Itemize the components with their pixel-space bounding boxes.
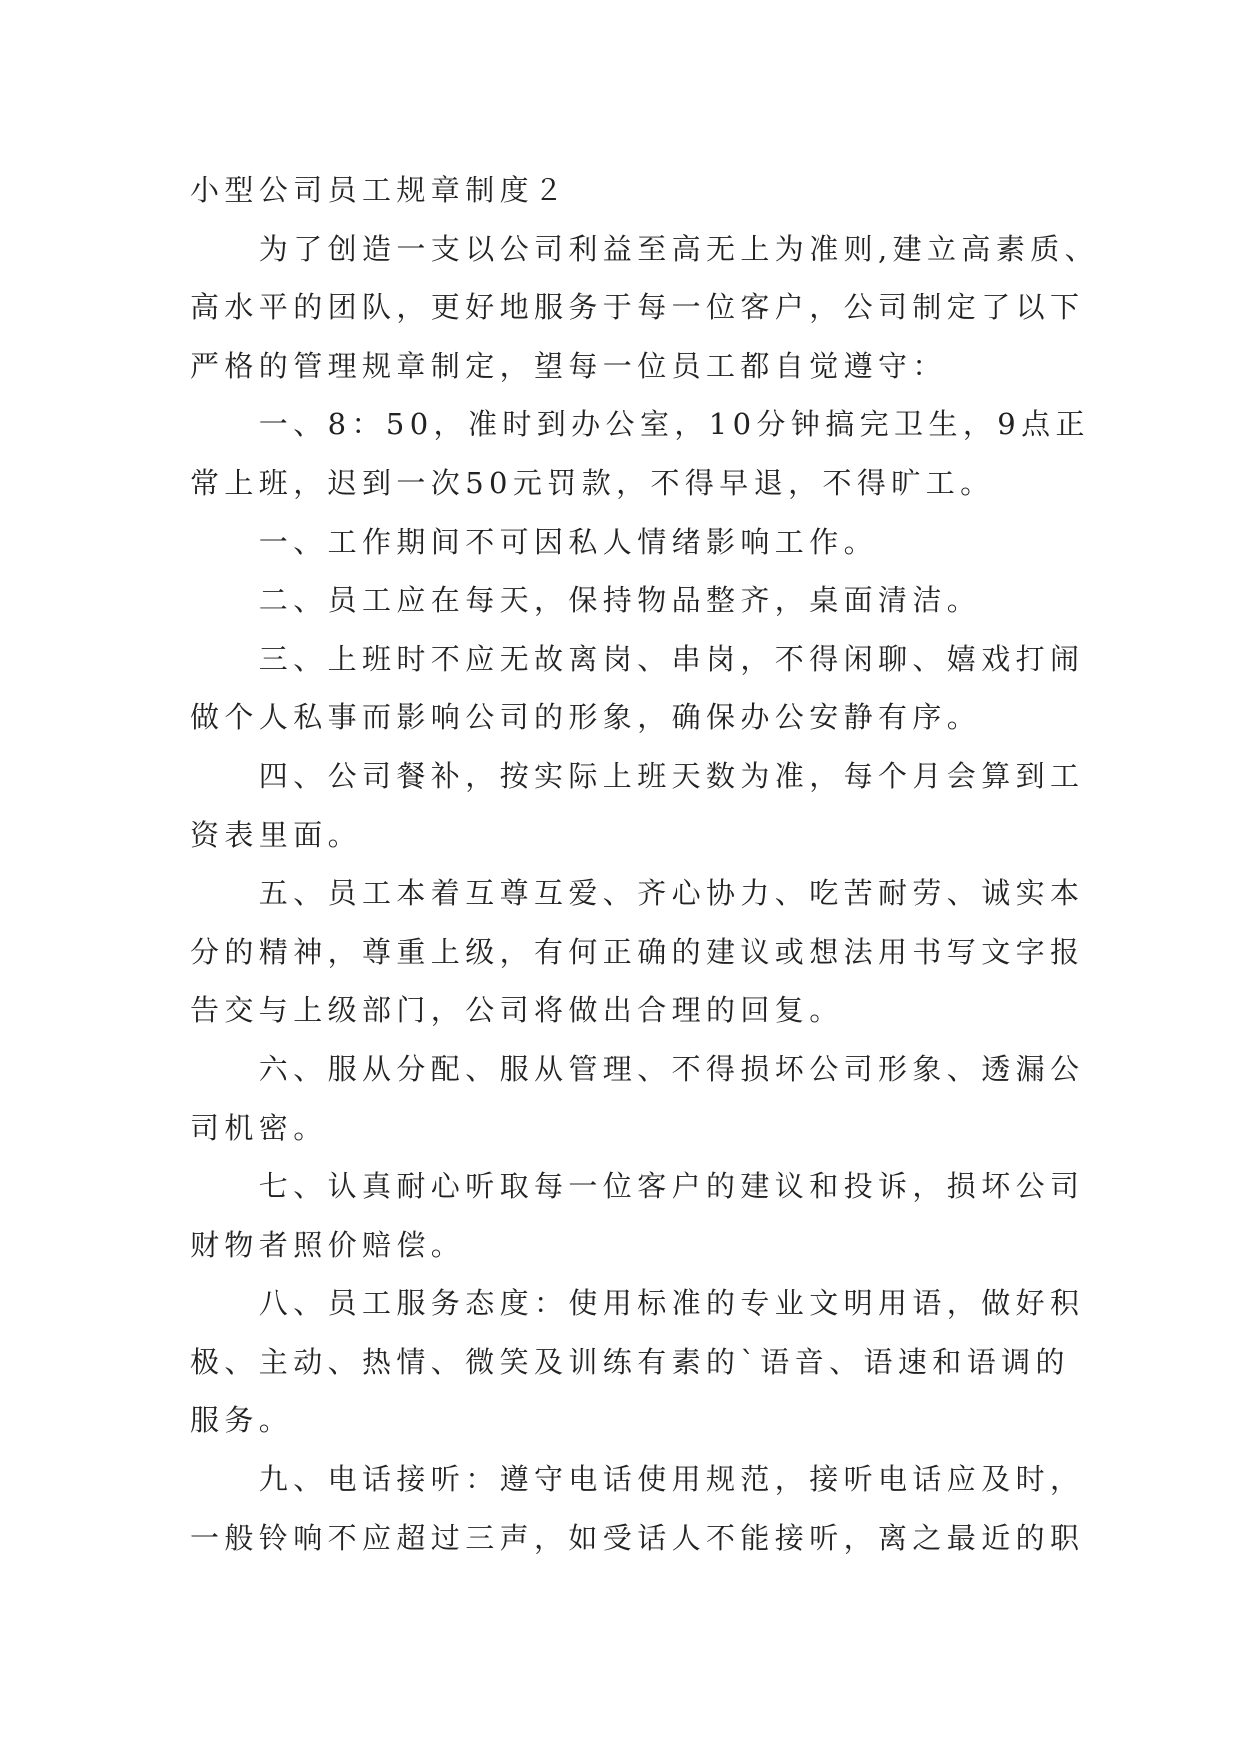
document-title: 小型公司员工规章制度２ [190, 173, 569, 207]
text-line: 高水平的团队，更好地服务于每一位客户，公司制定了以下 [190, 290, 1085, 325]
text-line: 财物者照价赔偿。 [190, 1227, 466, 1262]
text-line: 四、公司餐补，按实际上班天数为准，每个月会算到工 [190, 758, 1085, 793]
text-line: 极、主动、热情、微笑及训练有素的`语音、语速和语调的 [190, 1344, 1070, 1379]
text-line: 一般铃响不应超过三声，如受话人不能接听，离之最近的职 [190, 1520, 1085, 1555]
text-line: 严格的管理规章制定，望每一位员工都自觉遵守： [190, 348, 947, 383]
text-line: 为了创造一支以公司利益至高无上为准则,建立高素质、 [190, 231, 1100, 266]
text-line: 告交与上级部门，公司将做出合理的回复。 [190, 993, 844, 1028]
text-line: 六、服从分配、服从管理、不得损坏公司形象、透漏公 [190, 1051, 1085, 1086]
document-body [190, 161, 1100, 1567]
text-line: 资表里面。 [190, 817, 363, 852]
text-line: 一、工作期间不可因私人情绪影响工作。 [190, 524, 879, 559]
text-line: 七、认真耐心听取每一位客户的建议和投诉，损坏公司 [190, 1169, 1085, 1204]
text-line: 做个人私事而影响公司的形象，确保办公安静有序。 [190, 700, 982, 735]
text-line: 五、员工本着互尊互爱、齐心协力、吃苦耐劳、诚实本 [190, 876, 1085, 911]
text-line: 八、员工服务态度：使用标准的专业文明用语，做好积 [190, 1286, 1085, 1321]
text-line: 九、电话接听：遵守电话使用规范，接听电话应及时， [190, 1462, 1085, 1497]
text-line: 服务。 [190, 1403, 294, 1438]
text-line: 一、8：50，准时到办公室，10分钟搞完卫生，9点正 [190, 407, 1090, 442]
text-line: 司机密。 [190, 1110, 328, 1145]
text-line: 常上班，迟到一次50元罚款，不得早退，不得旷工。 [190, 465, 995, 500]
text-line: 分的精神，尊重上级，有何正确的建议或想法用书写文字报 [190, 934, 1085, 969]
text-line: 二、员工应在每天，保持物品整齐，桌面清洁。 [190, 583, 982, 618]
text-line: 三、上班时不应无故离岗、串岗，不得闲聊、嬉戏打闹 [190, 641, 1085, 676]
